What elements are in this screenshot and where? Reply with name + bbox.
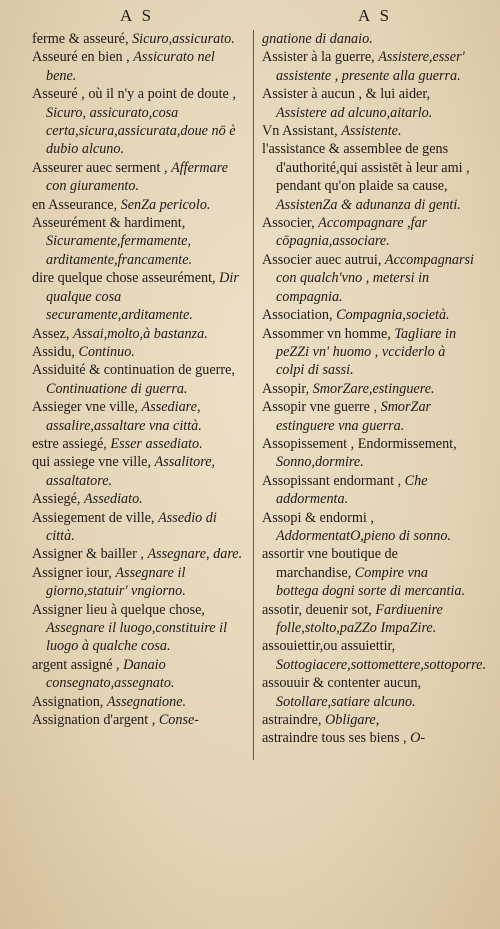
french-term: Assignation d'argent , bbox=[32, 712, 156, 729]
french-term: Assister à la guerre, bbox=[262, 49, 375, 66]
dictionary-entry bbox=[32, 509, 246, 546]
french-term: Assez, bbox=[32, 325, 70, 342]
french-term: Assigner & bailler , bbox=[32, 546, 144, 563]
italian-translation: Assediare, assalire,assaltare vna città. bbox=[46, 399, 202, 434]
dictionary-entry bbox=[262, 30, 474, 48]
dictionary-entry bbox=[262, 398, 474, 435]
italian-translation: Accompagnare ,far cōpagnia,associare. bbox=[276, 215, 428, 250]
italian-translation: gnatione di danaio. bbox=[262, 31, 373, 47]
french-term: astraindre tous ses biens , bbox=[262, 730, 407, 747]
dictionary-entry bbox=[262, 140, 474, 214]
dictionary-entry bbox=[32, 545, 246, 563]
french-term: en Asseurance, bbox=[32, 196, 118, 213]
dictionary-entry bbox=[262, 637, 487, 674]
italian-translation: Continuatione di guerra. bbox=[46, 380, 188, 397]
italian-translation: Assegnare il luogo,constituire il luogo à qualche cosa. bbox=[46, 620, 228, 655]
dictionary-entry bbox=[32, 435, 246, 453]
dictionary-entry bbox=[32, 453, 246, 490]
dictionary-entry bbox=[262, 472, 474, 509]
italian-translation: Sotollare,satiare alcuno. bbox=[276, 693, 416, 710]
french-term: assouiettir,ou assuiettir, bbox=[262, 638, 396, 655]
italian-translation: Assicurato nel bene. bbox=[46, 49, 215, 84]
italian-translation: Assistere,esser' assistente , presente alla guerra. bbox=[276, 49, 465, 84]
dictionary-entry bbox=[262, 306, 474, 324]
italian-translation: Tagliare in peZZi vn' huomo , vcciderlo à colpi di sassi. bbox=[276, 325, 457, 379]
dictionary-entry bbox=[262, 509, 474, 546]
italian-translation: Assai,molto,à bastanza. bbox=[72, 325, 208, 342]
dictionary-entry bbox=[32, 196, 246, 214]
dictionary-entry bbox=[262, 85, 474, 122]
french-term: Assignation, bbox=[32, 693, 104, 710]
french-term: Assiegé, bbox=[32, 491, 81, 508]
italian-translation: Sottogiacere,sottomettere,sottoporre. bbox=[276, 656, 487, 673]
italian-translation: SenZa pericolo. bbox=[120, 196, 211, 213]
dictionary-entry bbox=[32, 490, 246, 508]
italian-translation: Continuo. bbox=[78, 343, 135, 360]
italian-translation: Assegnatione. bbox=[106, 693, 187, 710]
dictionary-entry bbox=[262, 435, 474, 472]
italian-translation: Sicuro,assicurato. bbox=[132, 31, 235, 47]
italian-translation: SmorZar estinguere vna guerra. bbox=[276, 399, 432, 434]
french-term: Assopir, bbox=[262, 380, 310, 397]
french-term: Associer auec autrui, bbox=[262, 251, 382, 268]
italian-translation: Fardiuenire folle,stolto,paZZo ImpaZire. bbox=[276, 601, 443, 636]
french-term: assotir, deuenir sot, bbox=[262, 601, 372, 618]
italian-translation: Affermare con giuramento. bbox=[46, 159, 229, 195]
french-term: dire quelque chose asseurément, bbox=[32, 270, 216, 287]
french-term: Association, bbox=[262, 307, 333, 324]
french-term: ferme & asseuré, bbox=[32, 31, 129, 47]
french-term: astraindre, bbox=[262, 712, 322, 729]
italian-translation: Compire vna bottega dogni sorte di mercantia. bbox=[276, 564, 466, 600]
french-term: Assopissement , Endormissement, bbox=[262, 435, 457, 452]
catchword: Conse- bbox=[158, 712, 200, 729]
dictionary-entry bbox=[262, 545, 474, 600]
italian-translation: Danaio consegnato,assegnato. bbox=[46, 656, 175, 692]
french-term: Assommer vn homme, bbox=[262, 325, 391, 342]
dictionary-entry bbox=[262, 729, 474, 747]
french-term: Assigner lieu à quelque chose, bbox=[32, 601, 205, 618]
dictionary-entry bbox=[32, 361, 246, 398]
italian-translation: Sicuramente,fermamente, arditamente,francamente. bbox=[46, 233, 193, 268]
italian-translation: O- bbox=[410, 730, 426, 747]
italian-translation: Esser assediato. bbox=[110, 435, 203, 452]
french-term: Asseurer auec serment , bbox=[32, 159, 168, 176]
french-term: Asseurément & hardiment, bbox=[32, 215, 186, 232]
french-term: Associer, bbox=[262, 215, 315, 232]
french-term: l'assistance & assemblee de gens d'authorité,qui assistēt à leur ami , pendant qu'on plaide sa cause, bbox=[262, 141, 470, 195]
dictionary-entry bbox=[262, 674, 474, 711]
french-term: Asseuré , où il n'y a point de doute , bbox=[32, 86, 236, 103]
italian-translation: Obligare, bbox=[325, 712, 380, 729]
dictionary-entry bbox=[262, 711, 474, 729]
dictionary-entry bbox=[32, 601, 246, 656]
dictionary-entry bbox=[32, 325, 246, 343]
left-column bbox=[32, 30, 246, 729]
italian-translation: Sonno,dormire. bbox=[276, 454, 364, 471]
dictionary-entry bbox=[32, 159, 246, 196]
french-term: Assopissant endormant , bbox=[262, 472, 402, 489]
dictionary-entry bbox=[32, 656, 246, 693]
dictionary-entry bbox=[32, 269, 246, 324]
french-term: Assidu, bbox=[32, 343, 75, 360]
header-left: A S bbox=[120, 6, 155, 25]
dictionary-entry bbox=[262, 601, 474, 638]
dictionary-entry bbox=[262, 380, 474, 398]
dictionary-entry bbox=[32, 398, 246, 435]
dictionary-entry bbox=[32, 693, 246, 711]
dictionary-entry bbox=[32, 711, 246, 729]
italian-translation: Assistere ad alcuno,aitarlo. bbox=[276, 104, 433, 121]
italian-translation: AddormentatO,pieno di sonno. bbox=[276, 527, 451, 544]
french-term: Assiegement de ville, bbox=[32, 509, 155, 526]
italian-translation: AssistenZa & adunanza di genti. bbox=[276, 196, 461, 213]
italian-translation: Assegnare il giorno,statuir' vngiorno. bbox=[46, 564, 186, 600]
italian-translation: Sicuro, assicurato,cosa certa,sicura,assicurata,doue nō è dubio alcuno. bbox=[46, 104, 236, 158]
italian-translation: Assegnare, dare. bbox=[147, 546, 243, 563]
header-right: A S bbox=[358, 6, 393, 25]
french-term: argent assigné , bbox=[32, 656, 120, 673]
dictionary-entry bbox=[262, 251, 474, 306]
french-term: Assiduité & continuation de guerre, bbox=[32, 362, 235, 379]
dictionary-entry bbox=[32, 343, 246, 361]
italian-translation: Assedio di città. bbox=[46, 509, 217, 544]
italian-translation: Che addormenta. bbox=[276, 472, 428, 508]
italian-translation: SmorZare,estinguere. bbox=[312, 380, 435, 397]
italian-translation: Accompagnarsi con qualch'vno , metersi in compagnia. bbox=[276, 251, 474, 305]
french-term: Assister à aucun , & lui aider, bbox=[262, 86, 431, 103]
french-term: estre assiegé, bbox=[32, 435, 107, 452]
french-term: qui assiege vne ville, bbox=[32, 454, 151, 471]
italian-translation: Assalitore, assaltatore. bbox=[46, 454, 216, 489]
french-term: Asseuré en bien , bbox=[32, 49, 130, 66]
dictionary-entry bbox=[32, 564, 246, 601]
dictionary-entry bbox=[262, 48, 474, 85]
french-term: Assigner iour, bbox=[32, 564, 112, 581]
dictionary-entry bbox=[32, 48, 246, 85]
french-term: Assopir vne guerre , bbox=[262, 399, 378, 416]
french-term: assouuir & contenter aucun, bbox=[262, 675, 422, 692]
italian-translation: Assistente. bbox=[341, 123, 402, 140]
dictionary-entry bbox=[32, 85, 246, 159]
dictionary-entry bbox=[262, 214, 474, 251]
dictionary-entry bbox=[262, 122, 474, 140]
italian-translation: Compagnia,società. bbox=[336, 307, 450, 324]
dictionary-entry bbox=[262, 325, 474, 380]
running-header bbox=[0, 6, 500, 28]
dictionary-entry bbox=[32, 30, 246, 48]
french-term: Vn Assistant, bbox=[262, 123, 338, 140]
italian-translation: Assediato. bbox=[84, 491, 143, 508]
french-term: Assieger vne ville, bbox=[32, 399, 138, 416]
french-term: assortir vne boutique de marchandise, bbox=[262, 546, 398, 581]
french-term: Assopi & endormi , bbox=[262, 509, 374, 526]
right-column bbox=[262, 30, 487, 748]
dictionary-entry bbox=[32, 214, 246, 269]
column-divider bbox=[253, 30, 254, 760]
italian-translation: Dir qualque cosa securamente,arditamente. bbox=[46, 270, 239, 324]
